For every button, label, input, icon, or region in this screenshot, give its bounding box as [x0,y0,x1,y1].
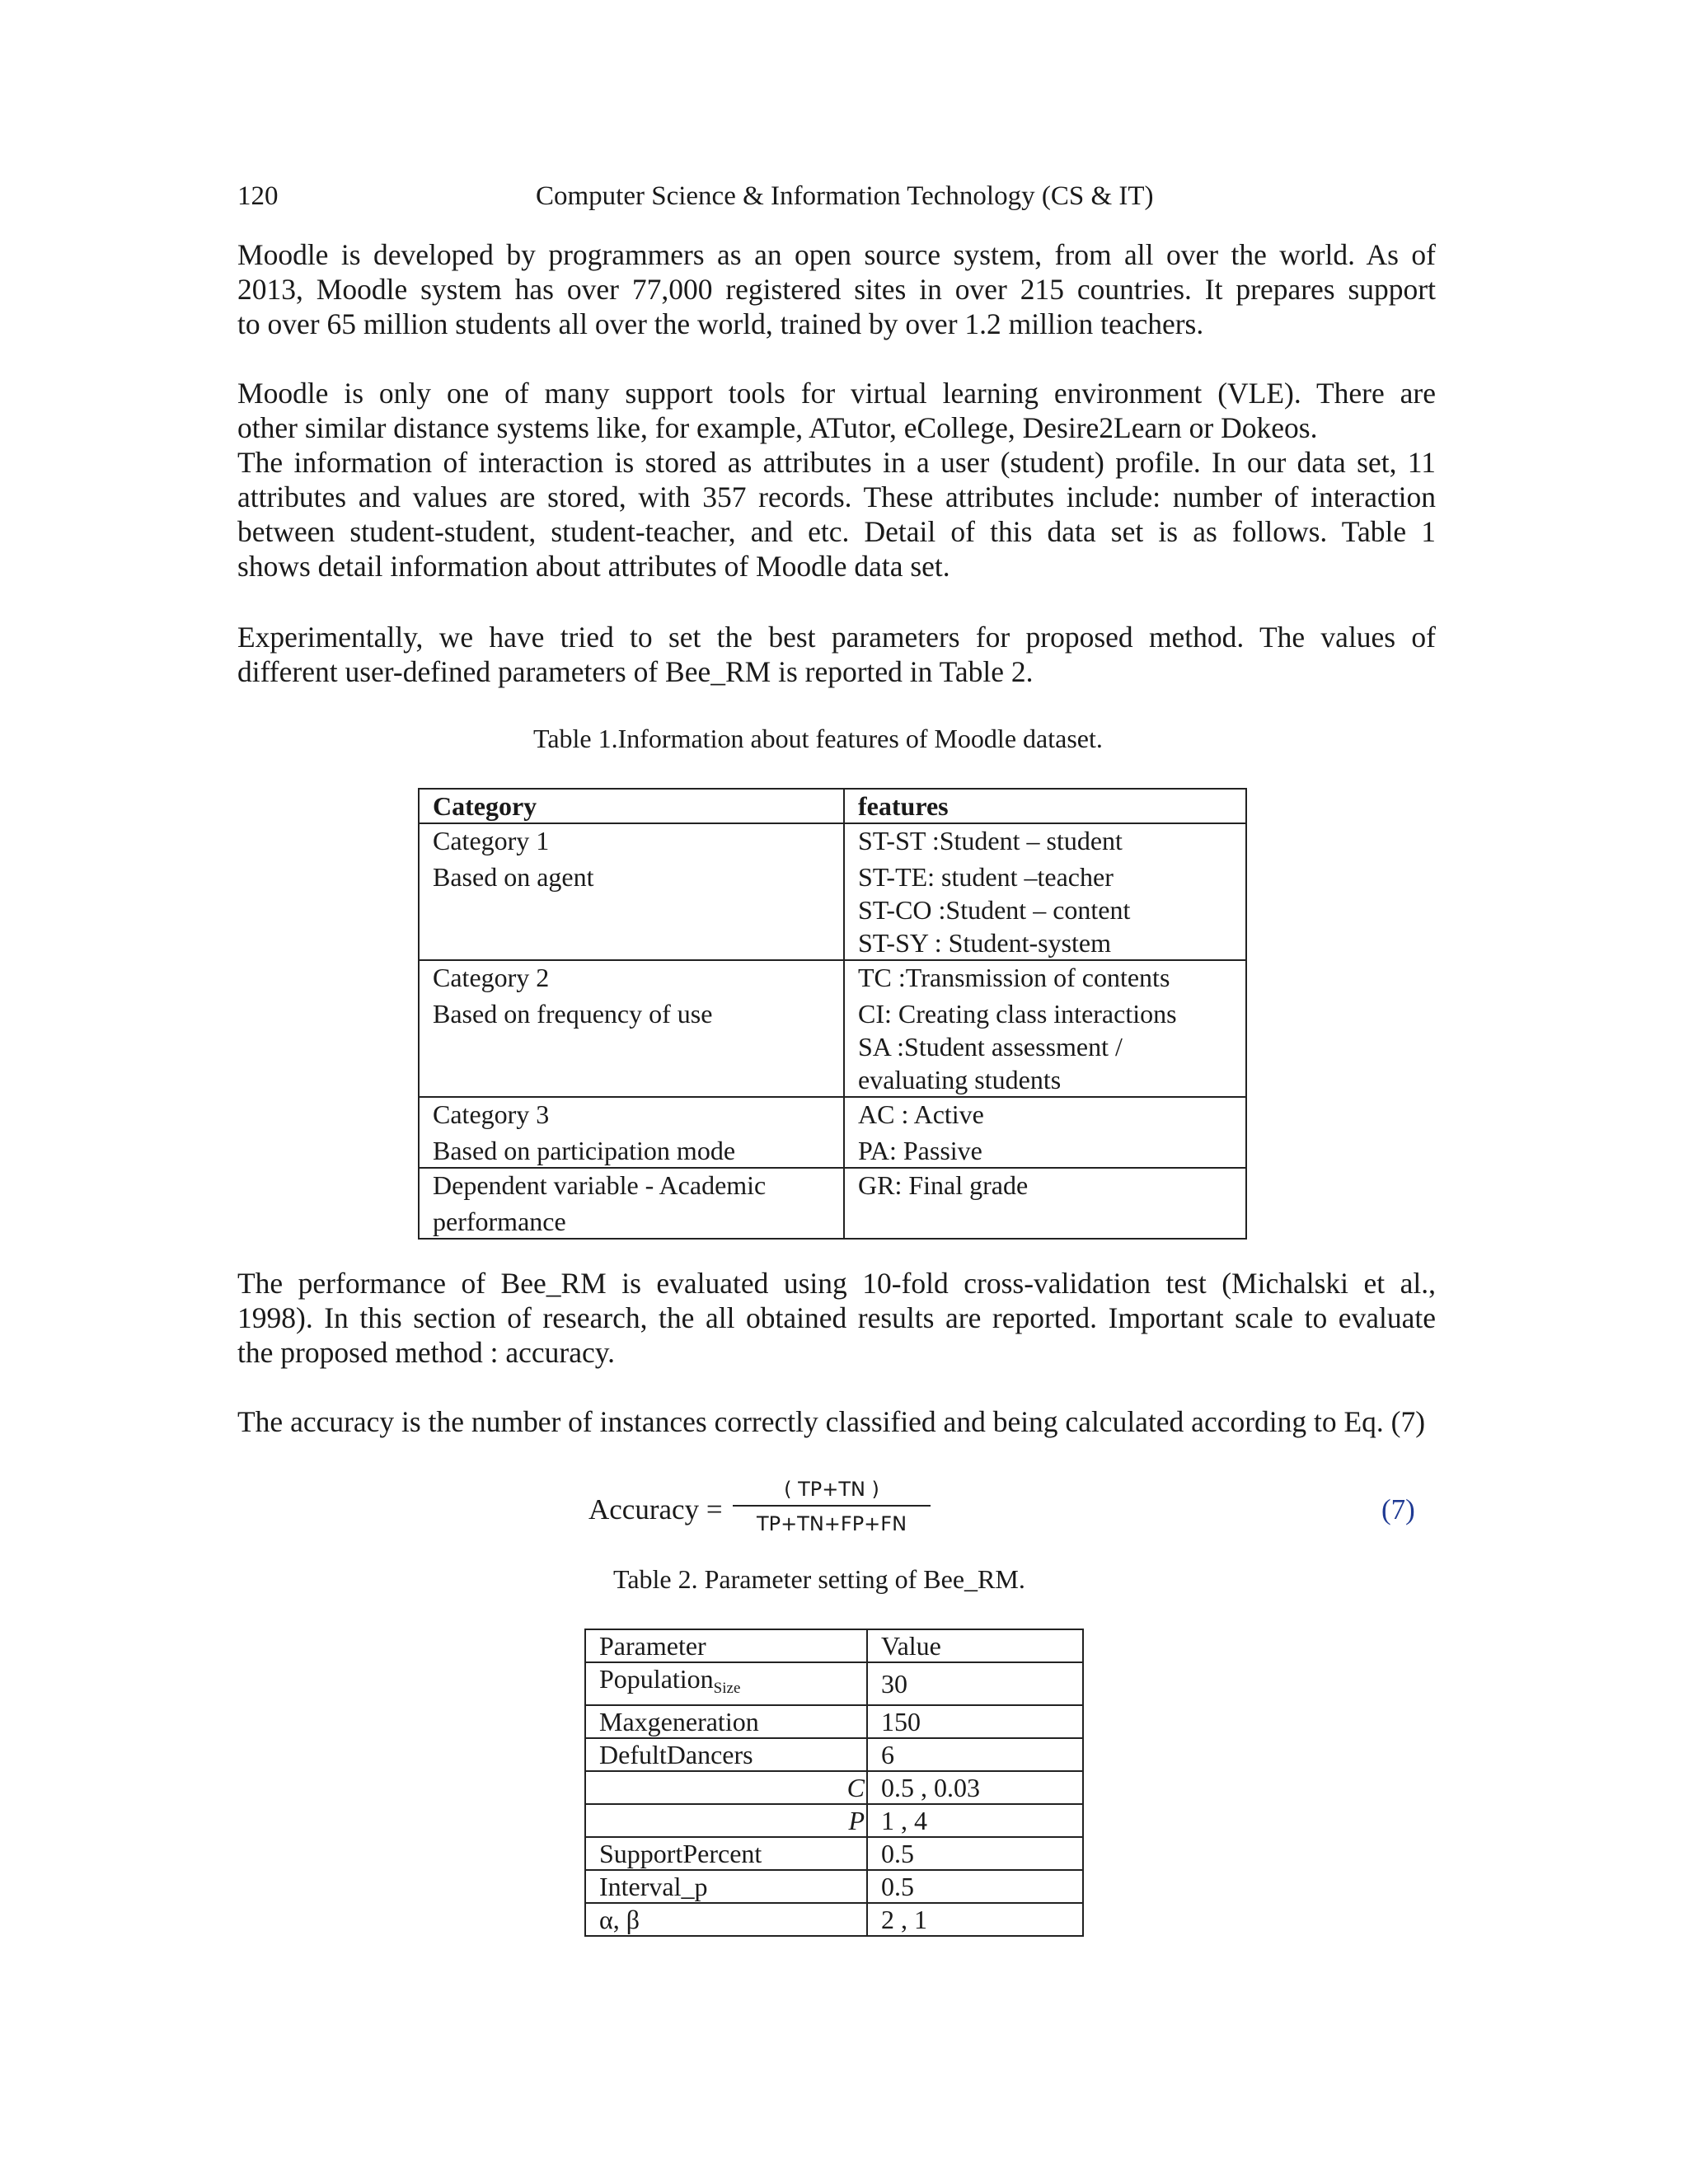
fraction-bar [733,1505,931,1507]
text-line: The performance of Bee_RM is evaluated using 10-fold cross-validation test (Michalski et al., [237,1267,1436,1300]
table-cell-features [844,1168,1246,1239]
table-header-features: features [844,789,1246,823]
table-cell-parameter: P [585,1804,867,1837]
table-cell-parameter: Interval_p [585,1870,867,1903]
text-line: shows detail information about attributes of Moodle data set. [237,550,950,583]
text-line: 1998). In this section of research, the all obtained results are reported. Important scale to evaluate [237,1301,1436,1334]
table-cell-value: 1 , 4 [867,1804,1083,1837]
table-cell-parameter: DefultDancers [585,1738,867,1771]
table2-caption: Table 2. Parameter setting of Bee_RM. [613,1564,1025,1594]
table-cell-value: 2 , 1 [867,1903,1083,1936]
text-line: Moodle is only one of many support tools for virtual learning environment (VLE). There are [237,377,1436,410]
table-row [585,1662,1083,1705]
equation-lhs: Accuracy = [588,1493,723,1526]
text-line: between student-student, student-teacher, and etc. Detail of this data set is as follows. Table 1 [237,515,1436,548]
table2-parameter-settings [584,1629,1084,1937]
text-line: The accuracy is the number of instances correctly classified and being calculated according to Eq. (7) [237,1405,1426,1438]
cell-text: performance [433,1207,566,1236]
running-header: Computer Science & Information Technology (CS & IT) [536,181,1154,211]
table-cell-parameter: SupportPercent [585,1837,867,1870]
table-cell-category [419,1168,844,1239]
table-row [419,1168,1246,1239]
table-cell-value: 0.5 , 0.03 [867,1771,1083,1804]
cell-text: Category 2 [433,963,550,992]
text-line: 2013, Moodle system has over 77,000 registered sites in over 215 countries. It prepares support [237,273,1436,306]
paragraph-vle-tools [237,376,1436,583]
table-header-category: Category [419,789,844,823]
table-header-row [585,1629,1083,1662]
table-header-value: Value [867,1629,1083,1662]
paragraph-performance [237,1266,1436,1370]
table-cell-parameter [585,1662,867,1705]
cell-text: evaluating students [858,1065,1062,1094]
cell-text: Category 1 [433,826,550,855]
table-row [585,1804,1083,1837]
cell-text: ST-ST :Student – student [858,826,1123,855]
equation-denominator: TP+TN+FP+FN [756,1512,907,1535]
equation-fraction [733,1475,931,1538]
text-line: to over 65 million students all over the world, trained by over 1.2 million teachers. [237,307,1204,340]
equation-numerator: ( TP+TN ) [784,1478,879,1501]
table1-caption: Table 1.Information about features of Moodle dataset. [533,724,1103,753]
cell-text: Based on agent [433,862,594,892]
cell-text: GR: Final grade [858,1170,1029,1200]
cell-text: Dependent variable - Academic [433,1170,767,1200]
cell-text: ST-CO :Student – content [858,895,1131,925]
table-cell-category [419,960,844,1097]
table-row [585,1903,1083,1936]
table-cell-features [844,960,1246,1097]
table-cell-parameter: C [585,1771,867,1804]
cell-text: Population [599,1664,714,1694]
table-cell-features [844,823,1246,960]
table-cell-parameter: Maxgeneration [585,1705,867,1738]
text-line: Experimentally, we have tried to set the best parameters for proposed method. The values of [237,621,1436,654]
paragraph-accuracy [237,1404,1436,1439]
table-row [419,960,1246,1097]
cell-text: SA :Student assessment / [858,1032,1123,1062]
table-cell-value: 0.5 [867,1870,1083,1903]
text-line: the proposed method : accuracy. [237,1336,616,1369]
equation-number: (7) [1381,1493,1415,1526]
paragraph-moodle-intro [237,237,1436,341]
table-cell-value: 0.5 [867,1837,1083,1870]
table-cell-value: 30 [867,1662,1083,1705]
table-cell-category [419,823,844,960]
table-row [585,1738,1083,1771]
table-cell-category [419,1097,844,1168]
text-line: The information of interaction is stored as attributes in a user (student) profile. In our data set, 11 [237,446,1436,479]
text-line: other similar distance systems like, for example, ATutor, eCollege, Desire2Learn or Dokeos. [237,411,1318,444]
cell-text: Category 3 [433,1099,550,1129]
cell-text: Based on participation mode [433,1136,736,1165]
subscript-size: Size [713,1680,741,1697]
table1-moodle-features [418,788,1247,1240]
cell-text: Based on frequency of use [433,999,713,1029]
cell-text: PA: Passive [858,1136,982,1165]
table-row [585,1870,1083,1903]
cell-text: TC :Transmission of contents [858,963,1170,992]
cell-text: CI: Creating class interactions [858,999,1177,1029]
page-number: 120 [237,181,279,211]
table-row [419,823,1246,960]
table-row [585,1837,1083,1870]
paragraph-parameters [237,620,1436,689]
text-line: different user-defined parameters of Bee_RM is reported in Table 2. [237,655,1034,688]
text-line: Moodle is developed by programmers as an open source system, from all over the world. As of [237,238,1436,271]
text-line: attributes and values are stored, with 357 records. These attributes include: number of interaction [237,480,1436,513]
cell-text: AC : Active [858,1099,984,1129]
table-cell-value: 6 [867,1738,1083,1771]
table-cell-parameter: α, β [585,1903,867,1936]
table-header-parameter: Parameter [585,1629,867,1662]
cell-text: ST-SY : Student-system [858,928,1111,958]
table-row [585,1705,1083,1738]
table-row [585,1771,1083,1804]
table-row [419,1097,1246,1168]
cell-text: ST-TE: student –teacher [858,862,1114,892]
table-header-row [419,789,1246,823]
table-cell-features [844,1097,1246,1168]
table-cell-value: 150 [867,1705,1083,1738]
